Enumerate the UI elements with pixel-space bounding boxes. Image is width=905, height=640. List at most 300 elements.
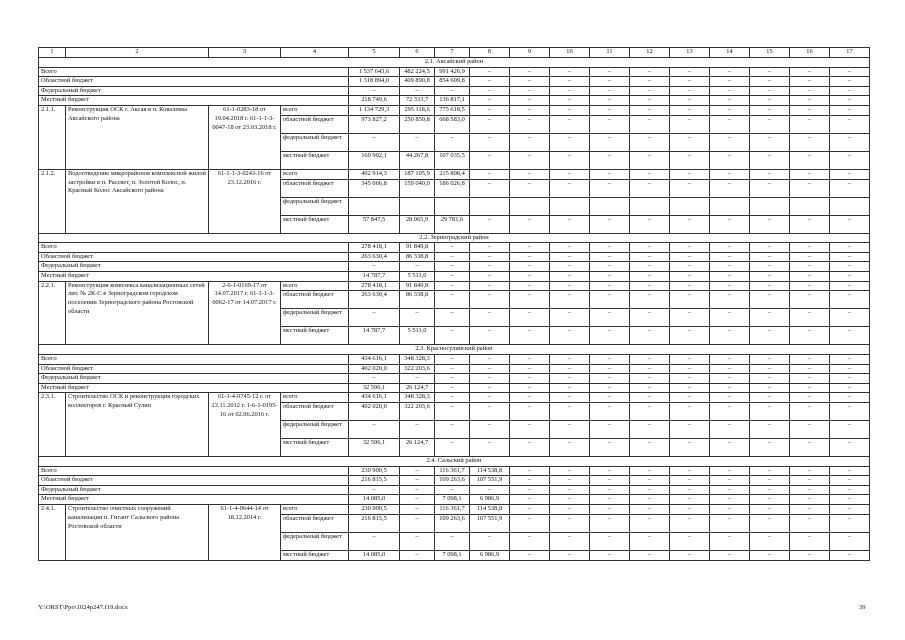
funding-source: областной бюджет — [281, 115, 349, 133]
empty-value-cell: – — [710, 169, 750, 179]
empty-value-cell — [670, 197, 710, 215]
empty-value-cell: – — [590, 374, 630, 384]
empty-value-cell: – — [470, 309, 510, 327]
summary-row — [39, 364, 870, 374]
empty-value-cell: – — [590, 243, 630, 253]
empty-value-cell: – — [550, 243, 590, 253]
value-col-5: 230 900,5 — [349, 505, 400, 515]
value-col-5: – — [349, 262, 400, 272]
value-col-6: – — [400, 485, 435, 495]
empty-value-cell: – — [630, 115, 670, 133]
empty-value-cell: – — [710, 309, 750, 327]
empty-value-cell: – — [750, 505, 790, 515]
empty-value-cell: – — [470, 133, 510, 151]
value-col-7: 136 817,1 — [435, 96, 470, 106]
item-name: Водоотведение микрорайонов комплексной жилой застройки в п. Рассвет, п. Золотой Колос, п. Красный Колос Аксайского района — [66, 169, 209, 233]
summary-row — [39, 271, 870, 281]
value-col-7: 109 263,6 — [435, 476, 470, 486]
item-number: 2.3.1. — [39, 393, 66, 457]
value-col-7: – — [435, 383, 470, 393]
empty-value-cell: – — [550, 327, 590, 345]
empty-value-cell: – — [630, 505, 670, 515]
summary-label: Федеральный бюджет — [39, 374, 349, 384]
column-number: 11 — [590, 48, 630, 58]
empty-value-cell: – — [550, 309, 590, 327]
value-col-6: 250 850,8 — [400, 115, 435, 133]
funding-source: всего — [281, 505, 349, 515]
value-col-5: 57 847,5 — [349, 215, 400, 233]
item-number: 2.4.1. — [39, 505, 66, 561]
value-col-5: 263 630,4 — [349, 252, 400, 262]
funding-source: всего — [281, 281, 349, 291]
empty-value-cell: – — [830, 476, 870, 486]
summary-label: Всего — [39, 67, 349, 77]
summary-label: Федеральный бюджет — [39, 485, 349, 495]
empty-value-cell: – — [630, 67, 670, 77]
value-col-5: 278 418,1 — [349, 281, 400, 291]
value-col-5: 263 630,4 — [349, 291, 400, 309]
empty-value-cell: – — [790, 67, 830, 77]
empty-value-cell: – — [510, 169, 550, 179]
empty-value-cell: – — [510, 550, 550, 560]
column-number: 9 — [510, 48, 550, 58]
empty-value-cell: – — [790, 262, 830, 272]
summary-label: Областной бюджет — [39, 364, 349, 374]
empty-value-cell: – — [710, 495, 750, 505]
empty-value-cell: – — [470, 439, 510, 457]
empty-value-cell: – — [470, 354, 510, 364]
empty-value-cell: – — [630, 393, 670, 403]
empty-value-cell: – — [830, 403, 870, 421]
empty-value-cell — [630, 197, 670, 215]
empty-value-cell: – — [510, 495, 550, 505]
empty-value-cell: – — [790, 374, 830, 384]
empty-value-cell: – — [830, 281, 870, 291]
empty-value-cell: – — [630, 271, 670, 281]
empty-value-cell: – — [510, 403, 550, 421]
summary-label: Областной бюджет — [39, 77, 349, 87]
empty-value-cell: – — [750, 271, 790, 281]
value-col-5: 1 318 894,0 — [349, 77, 400, 87]
empty-value-cell: – — [630, 374, 670, 384]
empty-value-cell: – — [630, 532, 670, 550]
column-number: 10 — [550, 48, 590, 58]
empty-value-cell: – — [790, 115, 830, 133]
empty-value-cell: – — [550, 271, 590, 281]
empty-value-cell: – — [790, 393, 830, 403]
empty-value-cell: – — [710, 485, 750, 495]
empty-value-cell: – — [590, 151, 630, 169]
empty-value-cell: – — [590, 495, 630, 505]
empty-value-cell: – — [750, 86, 790, 96]
empty-value-cell: – — [670, 495, 710, 505]
empty-value-cell: – — [670, 179, 710, 197]
empty-value-cell: – — [470, 169, 510, 179]
summary-label: Всего — [39, 466, 349, 476]
empty-value-cell: – — [790, 476, 830, 486]
empty-value-cell: – — [510, 309, 550, 327]
empty-value-cell: – — [710, 215, 750, 233]
empty-value-cell: – — [710, 291, 750, 309]
value-col-7: 29 781,6 — [435, 215, 470, 233]
empty-value-cell: – — [830, 86, 870, 96]
empty-value-cell: – — [590, 550, 630, 560]
empty-value-cell: – — [710, 105, 750, 115]
value-col-5: 14 085,0 — [349, 495, 400, 505]
empty-value-cell: – — [750, 327, 790, 345]
empty-value-cell: – — [750, 179, 790, 197]
empty-value-cell: – — [470, 271, 510, 281]
empty-value-cell: – — [710, 364, 750, 374]
empty-value-cell: – — [790, 215, 830, 233]
empty-value-cell: – — [670, 466, 710, 476]
empty-value-cell: – — [790, 77, 830, 87]
summary-label: Федеральный бюджет — [39, 262, 349, 272]
item-row — [39, 105, 870, 115]
funding-source: местный бюджет — [281, 327, 349, 345]
empty-value-cell: – — [830, 505, 870, 515]
column-number: 16 — [790, 48, 830, 58]
empty-value-cell: – — [670, 309, 710, 327]
funding-source: федеральный бюджет — [281, 532, 349, 550]
value-col-7: 668 583,0 — [435, 115, 470, 133]
value-col-6: 159 040,0 — [400, 179, 435, 197]
empty-value-cell: – — [830, 243, 870, 253]
empty-value-cell: – — [590, 505, 630, 515]
value-col-7: – — [435, 86, 470, 96]
empty-value-cell — [470, 197, 510, 215]
value-col-6: 5 511,0 — [400, 271, 435, 281]
item-name: Строительство ОСК и реконструкция городских коллекторов г. Красный Сулин — [66, 393, 209, 457]
empty-value-cell: – — [510, 115, 550, 133]
empty-value-cell: – — [550, 364, 590, 374]
empty-value-cell: – — [710, 466, 750, 476]
summary-row — [39, 476, 870, 486]
empty-value-cell: – — [590, 133, 630, 151]
column-number: 7 — [435, 48, 470, 58]
value-col-5: – — [349, 374, 400, 384]
empty-value-cell: – — [750, 105, 790, 115]
item-expertise: 61-1-4-0745-12 г. от 23.11.2012 г. 1-6-1-0195-16 от 02.06.2016 г. — [209, 393, 281, 457]
funding-source: областной бюджет — [281, 514, 349, 532]
value-col-6: – — [400, 532, 435, 550]
empty-value-cell: – — [790, 105, 830, 115]
empty-value-cell: – — [750, 133, 790, 151]
empty-value-cell: – — [630, 327, 670, 345]
value-col-6: 91 849,8 — [400, 281, 435, 291]
summary-row — [39, 466, 870, 476]
value-col-5: 1 134 729,3 — [349, 105, 400, 115]
empty-value-cell: – — [670, 421, 710, 439]
empty-value-cell: – — [590, 439, 630, 457]
value-col-7: 116 361,7 — [435, 466, 470, 476]
value-col-5: 32 596,1 — [349, 383, 400, 393]
value-col-7: – — [435, 252, 470, 262]
empty-value-cell: – — [790, 86, 830, 96]
empty-value-cell: – — [630, 383, 670, 393]
empty-value-cell: – — [510, 466, 550, 476]
empty-value-cell: – — [590, 466, 630, 476]
summary-label: Федеральный бюджет — [39, 86, 349, 96]
empty-value-cell: – — [590, 105, 630, 115]
empty-value-cell: – — [670, 67, 710, 77]
empty-value-cell: – — [550, 96, 590, 106]
value-col-5 — [349, 197, 400, 215]
empty-value-cell: – — [550, 115, 590, 133]
empty-value-cell: – — [790, 485, 830, 495]
empty-value-cell: – — [670, 105, 710, 115]
value-col-6: 409 890,8 — [400, 77, 435, 87]
value-col-8: 107 551,9 — [470, 476, 510, 486]
empty-value-cell: – — [550, 169, 590, 179]
value-col-5: 216 815,5 — [349, 476, 400, 486]
empty-value-cell: – — [750, 495, 790, 505]
empty-value-cell: – — [470, 86, 510, 96]
empty-value-cell — [750, 197, 790, 215]
empty-value-cell: – — [710, 77, 750, 87]
empty-value-cell: – — [670, 77, 710, 87]
empty-value-cell: – — [590, 364, 630, 374]
value-col-5: 14 787,7 — [349, 327, 400, 345]
empty-value-cell: – — [790, 252, 830, 262]
value-col-7: – — [435, 421, 470, 439]
value-col-6: 44 267,8 — [400, 151, 435, 169]
value-col-7: 7 098,1 — [435, 550, 470, 560]
section-title: 2.3. Красносулинский район — [39, 345, 870, 355]
empty-value-cell: – — [630, 309, 670, 327]
empty-value-cell: – — [830, 291, 870, 309]
empty-value-cell: – — [590, 252, 630, 262]
value-col-7: – — [435, 291, 470, 309]
empty-value-cell: – — [750, 421, 790, 439]
empty-value-cell: – — [790, 271, 830, 281]
empty-value-cell: – — [750, 96, 790, 106]
empty-value-cell: – — [510, 215, 550, 233]
empty-value-cell: – — [510, 485, 550, 495]
empty-value-cell: – — [630, 514, 670, 532]
empty-value-cell: – — [590, 281, 630, 291]
empty-value-cell: – — [830, 179, 870, 197]
empty-value-cell: – — [750, 403, 790, 421]
empty-value-cell: – — [550, 421, 590, 439]
empty-value-cell: – — [670, 115, 710, 133]
value-col-5: – — [349, 86, 400, 96]
empty-value-cell: – — [590, 393, 630, 403]
value-col-6: 91 849,8 — [400, 243, 435, 253]
empty-value-cell: – — [590, 476, 630, 486]
empty-value-cell: – — [510, 67, 550, 77]
empty-value-cell: – — [670, 403, 710, 421]
empty-value-cell: – — [710, 271, 750, 281]
empty-value-cell: – — [670, 215, 710, 233]
empty-value-cell: – — [550, 374, 590, 384]
empty-value-cell: – — [710, 327, 750, 345]
column-number: 14 — [710, 48, 750, 58]
empty-value-cell: – — [550, 505, 590, 515]
empty-value-cell: – — [590, 96, 630, 106]
empty-value-cell: – — [750, 466, 790, 476]
value-col-5: – — [349, 421, 400, 439]
empty-value-cell: – — [790, 495, 830, 505]
empty-value-cell: – — [790, 403, 830, 421]
funding-source: федеральный бюджет — [281, 197, 349, 215]
empty-value-cell: – — [830, 327, 870, 345]
summary-row — [39, 243, 870, 253]
item-expertise: 61-1-4-0644-14 от 18.12.2014 г. — [209, 505, 281, 561]
value-col-5: 32 596,1 — [349, 439, 400, 457]
value-col-6 — [400, 197, 435, 215]
value-col-6: 348 328,3 — [400, 393, 435, 403]
empty-value-cell: – — [670, 505, 710, 515]
empty-value-cell: – — [630, 96, 670, 106]
funding-source: местный бюджет — [281, 215, 349, 233]
empty-value-cell: – — [590, 421, 630, 439]
empty-value-cell: – — [790, 179, 830, 197]
empty-value-cell: – — [790, 291, 830, 309]
value-col-6: – — [400, 466, 435, 476]
section-title-row — [39, 345, 870, 355]
empty-value-cell: – — [830, 151, 870, 169]
value-col-6: 295 118,6 — [400, 105, 435, 115]
value-col-7: – — [435, 485, 470, 495]
empty-value-cell: – — [830, 77, 870, 87]
column-number: 8 — [470, 48, 510, 58]
empty-value-cell: – — [790, 466, 830, 476]
empty-value-cell: – — [750, 439, 790, 457]
empty-value-cell: – — [670, 327, 710, 345]
empty-value-cell: – — [630, 243, 670, 253]
empty-value-cell: – — [630, 466, 670, 476]
empty-value-cell — [830, 197, 870, 215]
empty-value-cell: – — [750, 151, 790, 169]
value-col-8: – — [470, 485, 510, 495]
empty-value-cell: – — [510, 439, 550, 457]
value-col-6: 86 338,8 — [400, 252, 435, 262]
summary-label: Областной бюджет — [39, 476, 349, 486]
empty-value-cell: – — [830, 271, 870, 281]
item-name: Реконструкция комплекса канализационных сетей лит. № 2К-С в Зерноградском городском поселении Зерноградского района Ростовской области — [66, 281, 209, 345]
summary-row — [39, 96, 870, 106]
empty-value-cell: – — [710, 383, 750, 393]
empty-value-cell: – — [790, 281, 830, 291]
empty-value-cell: – — [750, 77, 790, 87]
empty-value-cell: – — [710, 252, 750, 262]
summary-row — [39, 485, 870, 495]
empty-value-cell: – — [710, 532, 750, 550]
empty-value-cell: – — [590, 354, 630, 364]
empty-value-cell: – — [830, 96, 870, 106]
empty-value-cell: – — [630, 421, 670, 439]
empty-value-cell: – — [550, 495, 590, 505]
empty-value-cell: – — [550, 86, 590, 96]
empty-value-cell: – — [830, 485, 870, 495]
empty-value-cell: – — [470, 281, 510, 291]
column-number: 13 — [670, 48, 710, 58]
empty-value-cell: – — [550, 133, 590, 151]
summary-label: Всего — [39, 354, 349, 364]
summary-label: Местный бюджет — [39, 271, 349, 281]
empty-value-cell: – — [830, 105, 870, 115]
value-col-7: 7 098,1 — [435, 495, 470, 505]
empty-value-cell: – — [710, 476, 750, 486]
value-col-5: – — [349, 532, 400, 550]
empty-value-cell: – — [470, 67, 510, 77]
empty-value-cell: – — [550, 550, 590, 560]
empty-value-cell: – — [670, 550, 710, 560]
empty-value-cell: – — [510, 514, 550, 532]
funding-source: федеральный бюджет — [281, 421, 349, 439]
empty-value-cell: – — [670, 354, 710, 364]
funding-source: федеральный бюджет — [281, 309, 349, 327]
funding-source: всего — [281, 169, 349, 179]
summary-label: Местный бюджет — [39, 495, 349, 505]
empty-value-cell: – — [550, 77, 590, 87]
value-col-7: – — [435, 309, 470, 327]
value-col-5: 434 616,1 — [349, 393, 400, 403]
empty-value-cell: – — [790, 133, 830, 151]
value-col-8: 6 986,9 — [470, 550, 510, 560]
value-col-7: 775 618,5 — [435, 105, 470, 115]
empty-value-cell: – — [630, 133, 670, 151]
empty-value-cell: – — [470, 151, 510, 169]
empty-value-cell: – — [670, 271, 710, 281]
funding-source: местный бюджет — [281, 151, 349, 169]
empty-value-cell: – — [670, 393, 710, 403]
empty-value-cell: – — [470, 77, 510, 87]
empty-value-cell: – — [710, 514, 750, 532]
empty-value-cell: – — [710, 243, 750, 253]
value-col-6: – — [400, 550, 435, 560]
empty-value-cell: – — [510, 393, 550, 403]
empty-value-cell: – — [830, 67, 870, 77]
empty-value-cell: – — [750, 115, 790, 133]
value-col-7: – — [435, 243, 470, 253]
empty-value-cell: – — [470, 291, 510, 309]
empty-value-cell: – — [670, 439, 710, 457]
empty-value-cell: – — [830, 215, 870, 233]
empty-value-cell: – — [590, 169, 630, 179]
empty-value-cell: – — [710, 550, 750, 560]
value-col-6: 72 333,7 — [400, 96, 435, 106]
value-col-6: 322 203,6 — [400, 403, 435, 421]
empty-value-cell: – — [670, 291, 710, 309]
empty-value-cell: – — [470, 243, 510, 253]
funding-source: местный бюджет — [281, 439, 349, 457]
empty-value-cell: – — [470, 327, 510, 345]
summary-row — [39, 252, 870, 262]
empty-value-cell: – — [750, 309, 790, 327]
empty-value-cell: – — [630, 86, 670, 96]
empty-value-cell: – — [550, 439, 590, 457]
value-col-6: – — [400, 374, 435, 384]
empty-value-cell: – — [830, 309, 870, 327]
empty-value-cell: – — [750, 252, 790, 262]
summary-row — [39, 495, 870, 505]
value-col-5: 402 020,0 — [349, 403, 400, 421]
empty-value-cell: – — [670, 281, 710, 291]
value-col-6: – — [400, 309, 435, 327]
empty-value-cell: – — [590, 309, 630, 327]
summary-row — [39, 77, 870, 87]
empty-value-cell: – — [790, 96, 830, 106]
summary-label: Областной бюджет — [39, 252, 349, 262]
empty-value-cell: – — [750, 374, 790, 384]
empty-value-cell: – — [590, 532, 630, 550]
empty-value-cell: – — [670, 532, 710, 550]
value-col-5: 230 900,5 — [349, 466, 400, 476]
value-col-6: – — [400, 133, 435, 151]
column-number: 3 — [209, 48, 281, 58]
